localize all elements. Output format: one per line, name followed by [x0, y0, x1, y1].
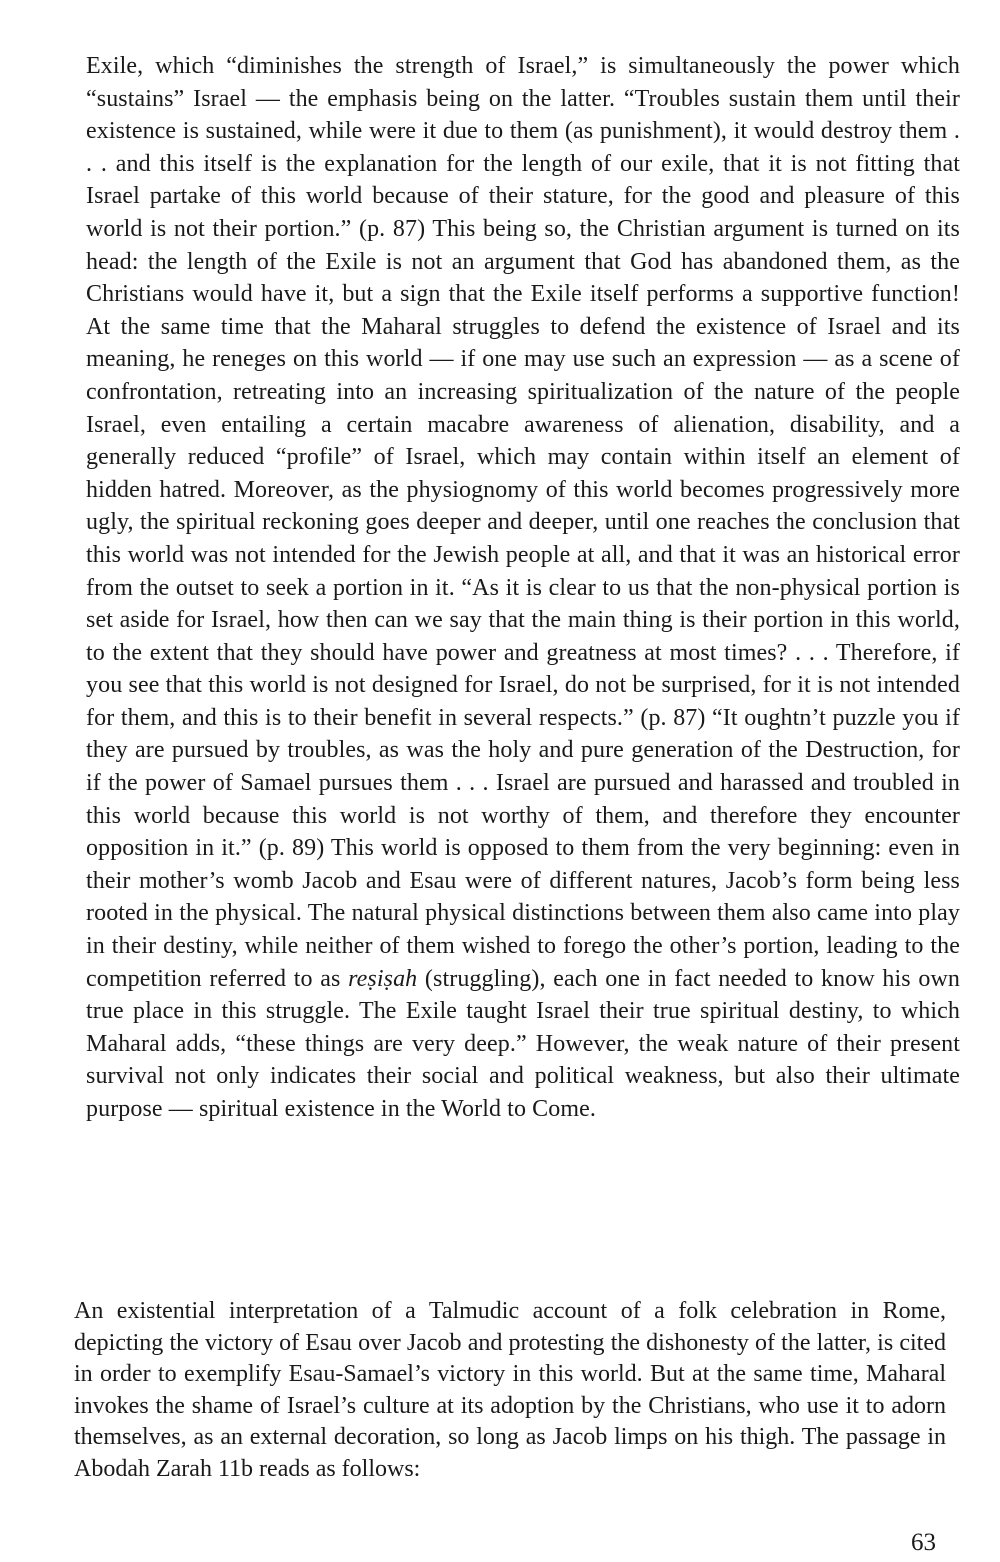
- body-text: [74, 1296, 946, 1486]
- quote-paragraph: [86, 50, 960, 1126]
- block-quote: [86, 50, 960, 1126]
- page-number: 63: [911, 1529, 936, 1556]
- quote-text-end: (struggling), each one in fact needed to know his own true place in this struggle. The Exile taught Israel their true spiritual destiny, to which Maharal adds, “these things are very deep.” However, the weak nature of their present survival not only indicates their social and political weakness, but also their ultimate purpose — spiritual existence in the World to Come.: [86, 965, 960, 1122]
- body-paragraph: An existential interpretation of a Talmudic account of a folk celebration in Rome, depicting the victory of Esau over Jacob and protesting the dishonesty of the latter, is cited in order to exemplify Esau-Samael’s victory in this world. But at the same time, Maharal invokes the shame of Israel’s culture at its adoption by the Christians, who use it to adorn themselves, as an external decoration, so long as Jacob limps on his thigh. The passage in Abodah Zarah 11b reads as follows:: [74, 1298, 946, 1482]
- quote-text-main: Exile, which “diminishes the strength of Israel,” is simultaneously the power which “sustains” Israel — the emphasis being on the latter. “Troubles sustain them until their existence is sustained, while were it due to them (as punishment), it would destroy them . . . and this itself is the explanation for the length of our exile, that it is not fitting that Israel partake of this world because of their stature, for the good and pleasure of this world is not their portion.” (p. 87) This being so, the Christian argument is turned on its head: the length of the Exile is not an argument that God has abandoned them, as the Christians would have it, but a sign that the Exile itself performs a supportive function! At the same time that the Maharal struggles to defend the existence of Israel and its meaning, he reneges on this world — if one may use such an expression — as a scene of confrontation, retreating into an increasing spiritualization of the nature of the people Israel, even entailing a certain macabre awareness of alienation, disability, and a generally reduced “profile” of Israel, which may contain within itself an element of hidden hatred. Moreover, as the physiognomy of this world becomes progressively more ugly, the spiritual reckoning goes deeper and deeper, until one reaches the conclusion that this world was not intended for the Jewish people at all, and that it was an historical error from the outset to seek a portion in it. “As it is clear to us that the non-physical portion is set aside for Israel, how then can we say that the main thing is their portion in this world, to the extent that they should have power and greatness at most times? . . . Therefore, if you see that this world is not designed for Israel, do not be surprised, for it is not intended for them, and this is to their benefit in several respects.” (p. 87) “It oughtn’t puzzle you if they are pursued by troubles, as was the holy and pure generation of the Destruction, for if the power of Samael pursues them . . . Israel are pursued and harassed and troubled in this world because this world is not worthy of them, and therefore they encounter opposition in it.” (p. 89) This world is opposed to them from the very beginning: even in their mother’s womb Jacob and Esau were of different natures, Jacob’s form being less rooted in the physical. The natural physical distinctions between them also came into play in their destiny, while neither of them wished to forego the other’s portion, leading to the competition referred to as: [86, 53, 960, 992]
- italic-term: reṣiṣah: [348, 965, 418, 992]
